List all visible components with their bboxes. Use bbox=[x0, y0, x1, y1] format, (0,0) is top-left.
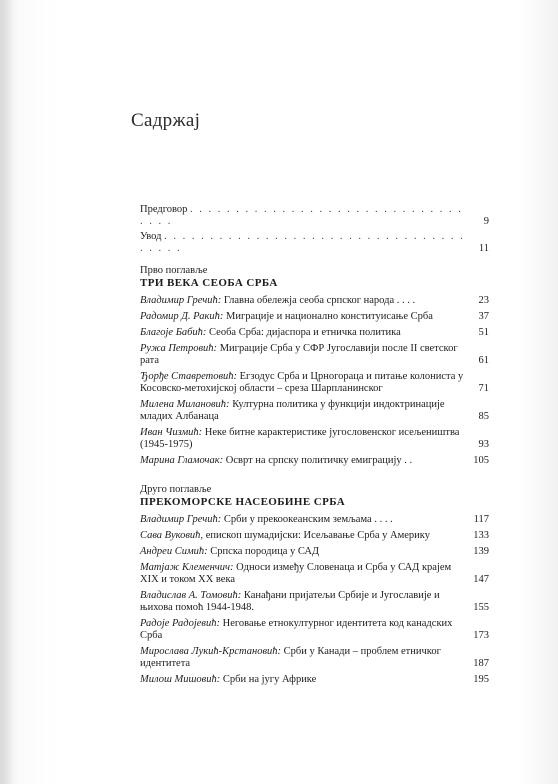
entry-title: епископ шумадијски: Исељавање Срба у Америку bbox=[205, 530, 430, 541]
entry-author: Владимир Гречић: bbox=[140, 514, 222, 525]
toc-entry bbox=[140, 295, 489, 307]
entry-author: Милена Милановић: bbox=[140, 399, 230, 410]
entry-title: Срби у прекоокеанским земљама . . . . bbox=[223, 514, 393, 525]
page-number: 147 bbox=[473, 574, 489, 585]
entry-title: Канађани пријатељи Србије и Југославије и њихова помоћ 1944-1948. bbox=[140, 590, 440, 613]
entry-title: Односи између Словенаца и Срба у САД крајем XIX и током XX века bbox=[140, 562, 452, 585]
entry-title: Главна обележја сеоба српског народа . . . . bbox=[223, 295, 416, 306]
page-number: 93 bbox=[478, 439, 489, 450]
page-number: 117 bbox=[473, 514, 489, 525]
entry-title: Осврт на српску политичку емиграцију . . bbox=[225, 455, 413, 466]
entry-author: Матјаж Клеменчич: bbox=[140, 562, 234, 573]
entry-author: Владислав А. Томовић: bbox=[140, 590, 242, 601]
binding-shadow bbox=[0, 0, 14, 784]
toc-entry bbox=[140, 646, 489, 670]
toc-entry bbox=[140, 455, 489, 467]
entry-author: Мирослава Лукић-Крстановић: bbox=[140, 646, 282, 657]
page-number: 37 bbox=[478, 311, 489, 322]
entry-title: Неке битне карактеристике југословенског исељеништва (1945-1975) bbox=[140, 427, 460, 450]
toc-front-item bbox=[140, 231, 489, 255]
toc-entry bbox=[140, 311, 489, 323]
entry-author: Радомир Д. Ракић: bbox=[140, 311, 224, 322]
page-number: 173 bbox=[473, 630, 489, 641]
part-title: ПРЕКОМОРСКЕ НАСЕОБИНЕ СРБА bbox=[140, 496, 346, 508]
page-number: 187 bbox=[473, 658, 489, 669]
entry-title: Срби у Канади – проблем етничког идентитета bbox=[140, 646, 441, 669]
leader-dots: . . . . . . . . . . . . . . . . . . . . . . . . . . . . . . . . . . bbox=[140, 204, 463, 227]
entry-author: Андреи Симић: bbox=[140, 546, 208, 557]
toc-entry bbox=[140, 371, 489, 395]
toc-entry bbox=[140, 514, 489, 526]
entry-title: Културна политика у функцији индоктринације младих Албанаца bbox=[140, 399, 445, 422]
entry-title: Српска породица у САД bbox=[210, 546, 320, 557]
entry-title: Миграције Срба у СФР Југославији после II светског рата bbox=[140, 343, 458, 366]
page-number: 51 bbox=[478, 327, 489, 338]
entry-title: Миграције и национално конституисање Срба bbox=[225, 311, 433, 322]
entry-author: Сава Вуковић, bbox=[140, 530, 204, 541]
page-number: 133 bbox=[473, 530, 489, 541]
entry-author: Ружа Петровић: bbox=[140, 343, 218, 354]
part-label: Прво поглавље bbox=[140, 265, 208, 276]
toc-entry bbox=[140, 343, 489, 367]
page-number: 139 bbox=[473, 546, 489, 557]
page-title: Садржај bbox=[131, 110, 201, 131]
page-number: 9 bbox=[483, 216, 489, 227]
page-number: 61 bbox=[478, 355, 489, 366]
toc-entry bbox=[140, 530, 489, 542]
part-title: ТРИ ВЕКА СЕОБА СРБА bbox=[140, 277, 278, 289]
toc-front-title: Увод bbox=[140, 231, 162, 242]
entry-title: Неговање етнокултурног идентитета код канадских Срба bbox=[140, 618, 453, 641]
toc-entry bbox=[140, 590, 489, 614]
toc-front-item bbox=[140, 204, 489, 228]
page-number: 155 bbox=[473, 602, 489, 613]
toc-entry bbox=[140, 618, 489, 642]
entry-author: Милош Мишовић: bbox=[140, 674, 221, 685]
entry-author: Иван Чизмић: bbox=[140, 427, 203, 438]
entry-title: Сеоба Срба: дијаспора и етничка политика bbox=[209, 327, 401, 338]
part-label: Друго поглавље bbox=[140, 484, 212, 495]
page-number: 105 bbox=[473, 455, 489, 466]
entry-author: Ђорђе Ставретовић: bbox=[140, 371, 238, 382]
entry-author: Благоје Бабић: bbox=[140, 327, 207, 338]
toc-front-title: Предговор bbox=[140, 204, 188, 215]
entry-title: Егзодус Срба и Црногораца и питање колониста у Косовско-метохијској области – среза Шарпланинског bbox=[140, 371, 464, 394]
page-number: 23 bbox=[478, 295, 489, 306]
table-of-contents bbox=[140, 204, 489, 690]
leader-dots: . . . . . . . . . . . . . . . . . . . . . . . . . . . . . . . . . . . . . . bbox=[140, 231, 465, 254]
toc-entry bbox=[140, 562, 489, 586]
toc-entry bbox=[140, 427, 489, 451]
entry-author: Марина Гламочак: bbox=[140, 455, 224, 466]
page-number: 85 bbox=[478, 411, 489, 422]
entry-title: Срби на југу Африке bbox=[222, 674, 317, 685]
toc-entry bbox=[140, 327, 489, 339]
toc-entry bbox=[140, 399, 489, 423]
page-number: 11 bbox=[478, 243, 489, 254]
page-number: 71 bbox=[478, 383, 489, 394]
toc-entry bbox=[140, 546, 489, 558]
entry-author: Владимир Гречић: bbox=[140, 295, 222, 306]
toc-entry bbox=[140, 674, 489, 686]
entry-author: Радоје Радојевић: bbox=[140, 618, 220, 629]
page-number: 195 bbox=[473, 674, 489, 685]
